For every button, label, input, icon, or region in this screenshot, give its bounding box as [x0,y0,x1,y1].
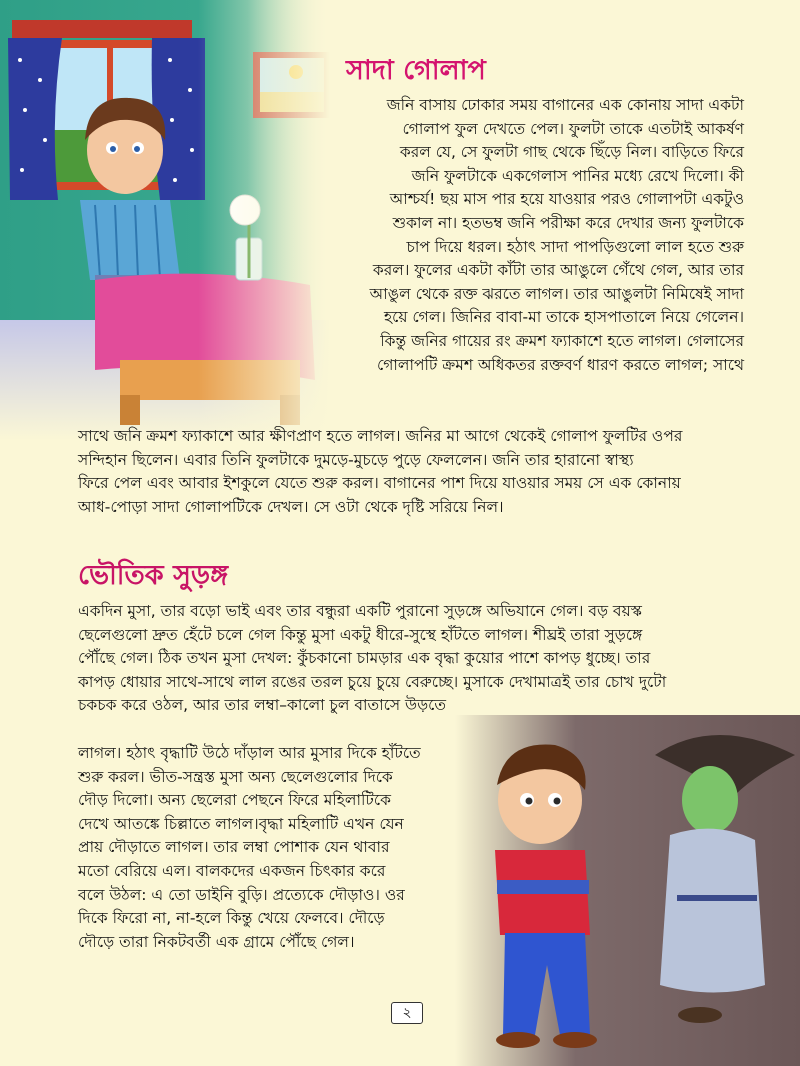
boy-and-witch-illustration [455,715,800,1066]
story-title-white-rose: সাদা গোলাপ [346,55,486,86]
text-line: ছেলেগুলো দ্রুত হেঁটে চলে গেল কিন্তু মুসা একটু ধীরে-সুস্থে হাঁটতে লাগল। শীঘ্রই তারা সুড়ঙ্গে [78,625,643,644]
text-line: জনি ফুলটাকে একগেলাস পানির মধ্যে রেখে দিলো। কী [411,166,744,185]
boy-with-rose-illustration [0,0,330,440]
text-line: জনি বাসায় ঢোকার সময় বাগানের এক কোনায় সাদা একটা [386,96,744,114]
text-line: দেখে আতঙ্কে চিল্লাতে লাগল।বৃদ্ধা মহিলাটি এখন যেন [78,814,404,833]
text-line: আঙুল থেকে রক্ত ঝরতে লাগল। তার আঙুলটা নিমিষেই সাদা [369,284,744,303]
story-text-haunted-tunnel-part1 [78,600,742,718]
text-line: শুরু করল। ভীত-সন্ত্রস্ত মুসা অন্য ছেলেগুলোর দিকে [78,767,393,786]
text-line: দৌড় দিলো। অন্য ছেলেরা পেছনে ফিরে মহিলাটিকে [78,791,391,810]
story-title-haunted-tunnel: ভৌতিক সুড়ঙ্গ [78,560,229,591]
page-number: ২ [391,1002,423,1024]
text-line: দিকে ফিরো না, না-হলে কিন্তু খেয়ে ফেলবে। দৌড়ে [78,909,385,928]
text-line: মতো বেরিয়ে এল। বালকদের একজন চিৎকার করে [78,861,386,880]
text-line: লাগল। হঠাৎ বৃদ্ধাটি উঠে দাঁড়াল আর মুসার দিকে হাঁটতে [78,744,421,762]
text-line: চাপ দিয়ে ধরল। হঠাৎ সাদা পাপড়িগুলো লাল হতে শুরু [406,237,744,256]
text-line: কাপড় ধোয়ার সাথে-সাথে লাল রঙের তরল চুয়ে চুয়ে বেরুচ্ছে। মুসাকে দেখামাত্রই তার চোখ দুটো [78,672,667,691]
text-line: আশ্চর্য! ছয় মাস পার হয়ে যাওয়ার পরও গোলাপটা একটুও [389,190,744,209]
story-text-white-rose-part1 [344,94,744,377]
text-line: হয়ে গেল। জিনির বাবা-মা তাকে হাসপাতালে নিয়ে গেলেন। [383,308,744,327]
text-line: প্রায় দৌড়াতে লাগল। তার লম্বা পোশাক যেন থাবার [78,838,390,857]
story-text-white-rose-part2 [78,425,742,519]
text-line: চকচক করে ওঠল, আর তার লম্বা–কালো চুল বাতাসে উড়তে [78,696,447,715]
story-text-haunted-tunnel-part2 [78,742,483,954]
text-line: করল। ফুলের একটা কাঁটা তার আঙুলে গেঁথে গেল, আর তার [372,261,744,280]
text-line: গোলাপটি ক্রমশ অধিকতর রক্তবর্ণ ধারণ করতে লাগল; সাথে [376,355,744,374]
text-line: একদিন মুসা, তার বড়ো ভাই এবং তার বন্ধুরা একটি পুরানো সুড়ঙ্গে অভিযানে গেল। বড় বয়স্ক [78,602,642,620]
text-line: কিন্তু জনির গায়ের রং ক্রমশ ফ্যাকাশে হতে লাগল। গেলাসের [380,331,744,350]
text-line: শুকাল না। হতভম্ব জনি পরীক্ষা করে দেখার জন্য ফুলটাকে [392,213,744,232]
text-line: ফিরে পেল এবং আবার ইশকুলে যেতে শুরু করল। বাগানের পাশ দিয়ে যাওয়ার সময় সে এক কোনায় [78,474,681,493]
text-line: দৌড়ে তারা নিকটবর্তী এক গ্রামে পৌঁছে গেল। [78,932,355,951]
text-line: সাথে জনি ক্রমশ ফ্যাকাশে আর ক্ষীণপ্রাণ হতে লাগল। জনির মা আগে থেকেই গোলাপ ফুলটির ওপর [78,427,683,445]
text-line: করল যে, সে ফুলটা গাছ থেকে ছিঁড়ে নিল। বাড়িতে ফিরে [399,143,744,162]
text-line: সন্দিহান ছিলেন। এবার তিনি ফুলটাকে দুমড়ে-মুচড়ে পুড়ে ফেললেন। জনি তার হারানো স্বাস্থ্য [78,450,634,469]
text-line: পৌঁছে গেল। ঠিক তখন মুসা দেখল: কুঁচকানো চামড়ার এক বৃদ্ধা কুয়োর পাশে কাপড় ধুচ্ছে। তার [78,649,651,668]
text-line: বলে উঠল: এ তো ডাইনি বুড়ি। প্রত্যেকে দৌড়াও। ওর [78,885,405,904]
text-line: গোলাপ ফুল দেখতে পেল। ফুলটা তাকে এতটাই আকর্ষণ [402,119,744,138]
text-line: আধ-পোড়া সাদা গোলাপটিকে দেখল। সে ওটা থেকে দৃষ্টি সরিয়ে নিল। [78,497,504,516]
